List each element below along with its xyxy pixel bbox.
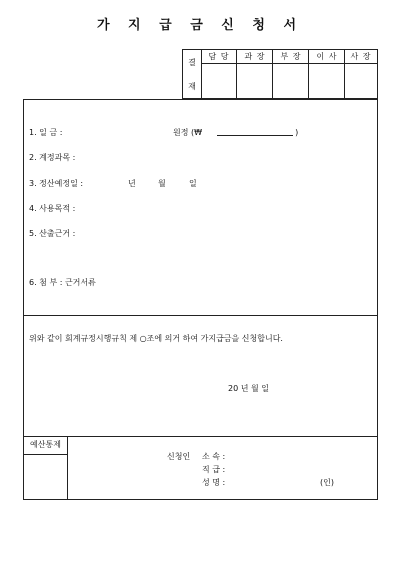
item-1-amount — [173, 127, 298, 138]
approval-box — [182, 49, 378, 99]
budget-control-box — [24, 436, 68, 500]
applicant-name: 성 명 : — [202, 478, 226, 487]
approval-label-top: 결 — [188, 57, 196, 67]
date-line: 20 년 월 일 — [228, 384, 269, 393]
item-6-label: 6. 첨 부 : 근거서류 — [29, 278, 96, 287]
item-1-close: ) — [295, 128, 299, 137]
form-title: 가 지 급 금 신 청 서 — [96, 18, 304, 33]
amount-underline — [217, 127, 293, 136]
approval-header-2: 과 장 — [237, 50, 273, 64]
item-1-amount-label: 원정 (₩ — [173, 128, 203, 137]
item-3-month: 월 — [158, 179, 166, 188]
applicant-title: 신청인 — [167, 452, 191, 461]
approval-header-3: 부 장 — [273, 50, 309, 64]
approval-label — [183, 50, 202, 98]
seal-mark: (인) — [320, 478, 334, 487]
form-frame — [23, 99, 378, 500]
applicant-affiliation: 소 속 : — [202, 452, 226, 461]
approval-header-4: 이 사 — [309, 50, 345, 64]
item-3-day: 일 — [189, 179, 197, 188]
approval-header-1: 담 당 — [201, 50, 237, 64]
item-5-label: 5. 산출근거 : — [29, 229, 76, 238]
approval-header-5: 사 장 — [345, 50, 377, 64]
item-2-label: 2. 계정과목 : — [29, 153, 76, 162]
item-3-year: 년 — [128, 179, 136, 188]
item-1-label: 1. 일 금 : — [29, 128, 63, 137]
item-3-label: 3. 정산예정일 : — [29, 179, 84, 188]
item-4-label: 4. 사용목적 : — [29, 204, 76, 213]
budget-control-label: 예산통제 — [24, 436, 67, 455]
approval-label-bottom: 재 — [188, 81, 196, 91]
statement: 위와 같이 회계규정시행규칙 제 ○조에 의거 하여 가지급금을 신청합니다. — [29, 334, 283, 343]
section-divider — [24, 315, 377, 316]
signature-divider — [24, 436, 377, 437]
applicant-rank: 직 급 : — [202, 465, 226, 474]
